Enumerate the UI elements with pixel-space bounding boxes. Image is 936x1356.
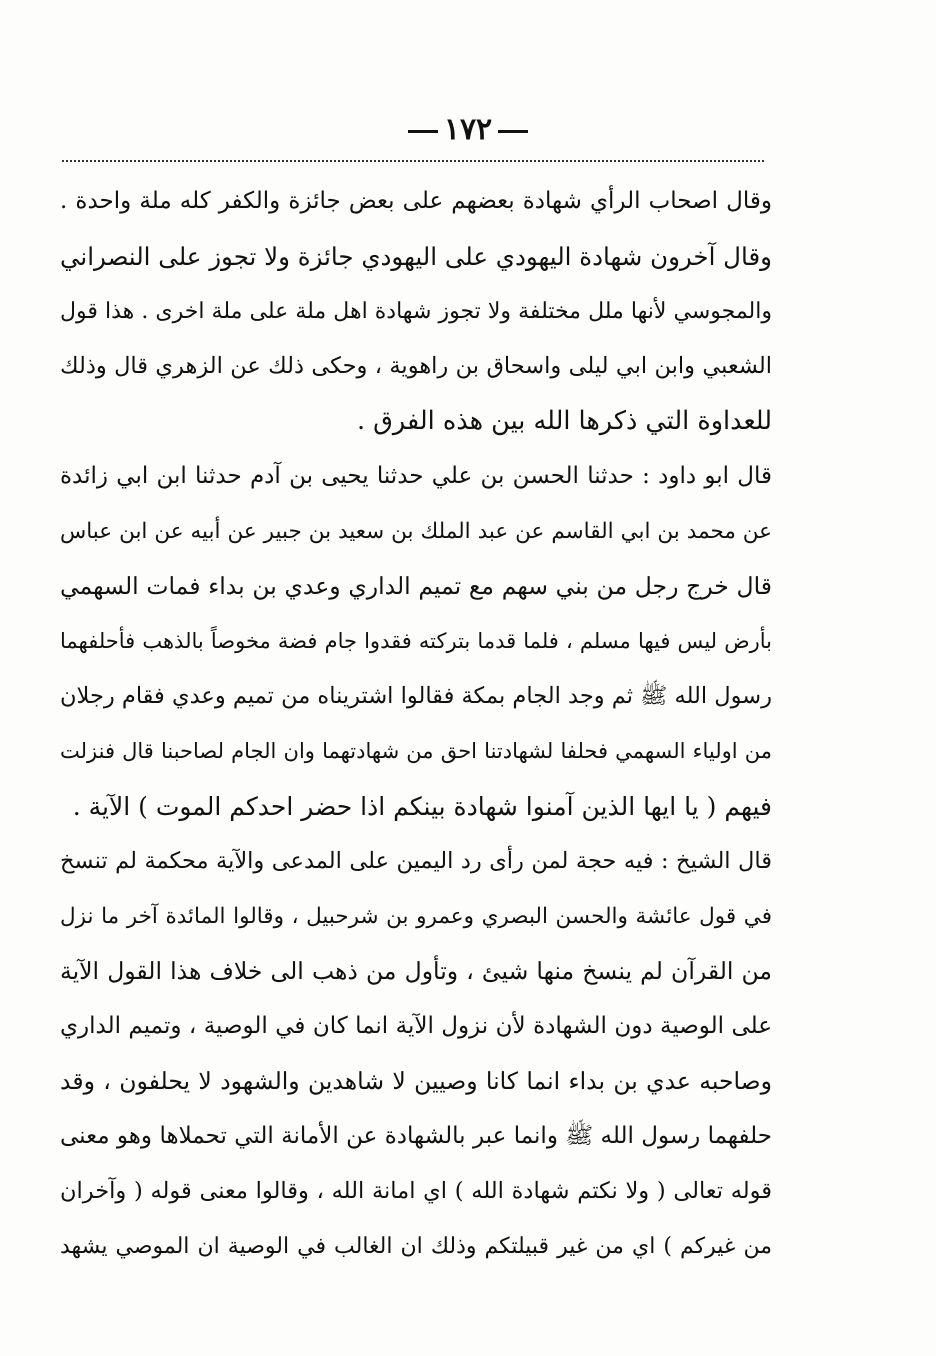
text-line: فيهم ( يا ايها الذين آمنوا شهادة بينكم اذا حضر احدكم الموت ) الآية .	[72, 792, 772, 821]
text-line: من اولياء السهمي فحلفا لشهادتنا احق من شهادتهما وان الجام لصاحبنا قال فنزلت	[60, 739, 772, 763]
page-number-dash-left	[408, 130, 438, 133]
header-divider	[62, 160, 764, 162]
page-number-header	[0, 112, 936, 147]
page-number: ١٧٢	[443, 112, 493, 147]
text-line: على الوصية دون الشهادة لأن نزول الآية انما كان في الوصية ، وتميم الداري	[60, 1013, 772, 1039]
text-line: للعداوة التي ذكرها الله بين هذه الفرق .	[356, 406, 772, 436]
text-line: الشعبي وابن ابي ليلى واسحاق بن راهوية ، وحكى ذلك عن الزهري قال وذلك	[60, 353, 772, 379]
text-line: من غيركم ) اي من غير قبيلتكم وذلك ان الغالب في الوصية ان الموصي يشهد	[60, 1234, 772, 1259]
text-line: قال خرج رجل من بني سهم مع تميم الداري وعدي بن بداء فمات السهمي	[60, 572, 772, 600]
text-line: عن محمد بن ابي القاسم عن عبد الملك بن سعيد بن جبير عن أبيه عن ابن عباس	[60, 519, 772, 544]
text-line: قال الشيخ : فيه حجة لمن رأى رد اليمين على المدعى والآية محكمة لم تنسخ	[60, 848, 772, 874]
text-line: قوله تعالى ( ولا نكتم شهادة الله ) اي امانة الله ، وقالوا معنى قوله ( وآخران	[60, 1178, 772, 1204]
text-line: قال ابو داود : حدثنا الحسن بن علي حدثنا يحيى بن آدم حدثنا ابن ابي زائدة	[60, 463, 772, 489]
text-line: وقال آخرون شهادة اليهودي على اليهودي جائزة ولا تجوز على النصراني	[60, 242, 772, 271]
text-line: وصاحبه عدي بن بداء انما كانا وصيين لا شاهدين والشهود لا يحلفون ، وقد	[60, 1067, 772, 1095]
page-number-dash-right	[498, 130, 528, 133]
text-line: في قول عائشة والحسن البصري وعمرو بن شرحبيل ، وقالوا المائدة آخر ما نزل	[60, 904, 772, 929]
text-line: وقال اصحاب الرأي شهادة بعضهم على بعض جائزة والكفر كله ملة واحدة .	[60, 188, 772, 214]
text-line: حلفهما رسول الله ﷺ وانما عبر بالشهادة عن الأمانة التي تحملاها وهو معنى	[60, 1123, 772, 1149]
text-line: والمجوسي لأنها ملل مختلفة ولا تجوز شهادة اهل ملة على ملة اخرى . هذا قول	[60, 299, 772, 324]
text-line: من القرآن لم ينسخ منها شيئ ، وتأول من ذهب الى خلاف هذا القول الآية	[60, 957, 772, 985]
text-line: بأرض ليس فيها مسلم ، فلما قدما بتركته فقدوا جام فضة مخوصاً بالذهب فأحلفهما	[60, 629, 772, 653]
body-text	[60, 174, 772, 1274]
text-line: رسول الله ﷺ ثم وجد الجام بمكة فقالوا اشتريناه من تميم وعدي فقام رجلان	[60, 683, 772, 709]
